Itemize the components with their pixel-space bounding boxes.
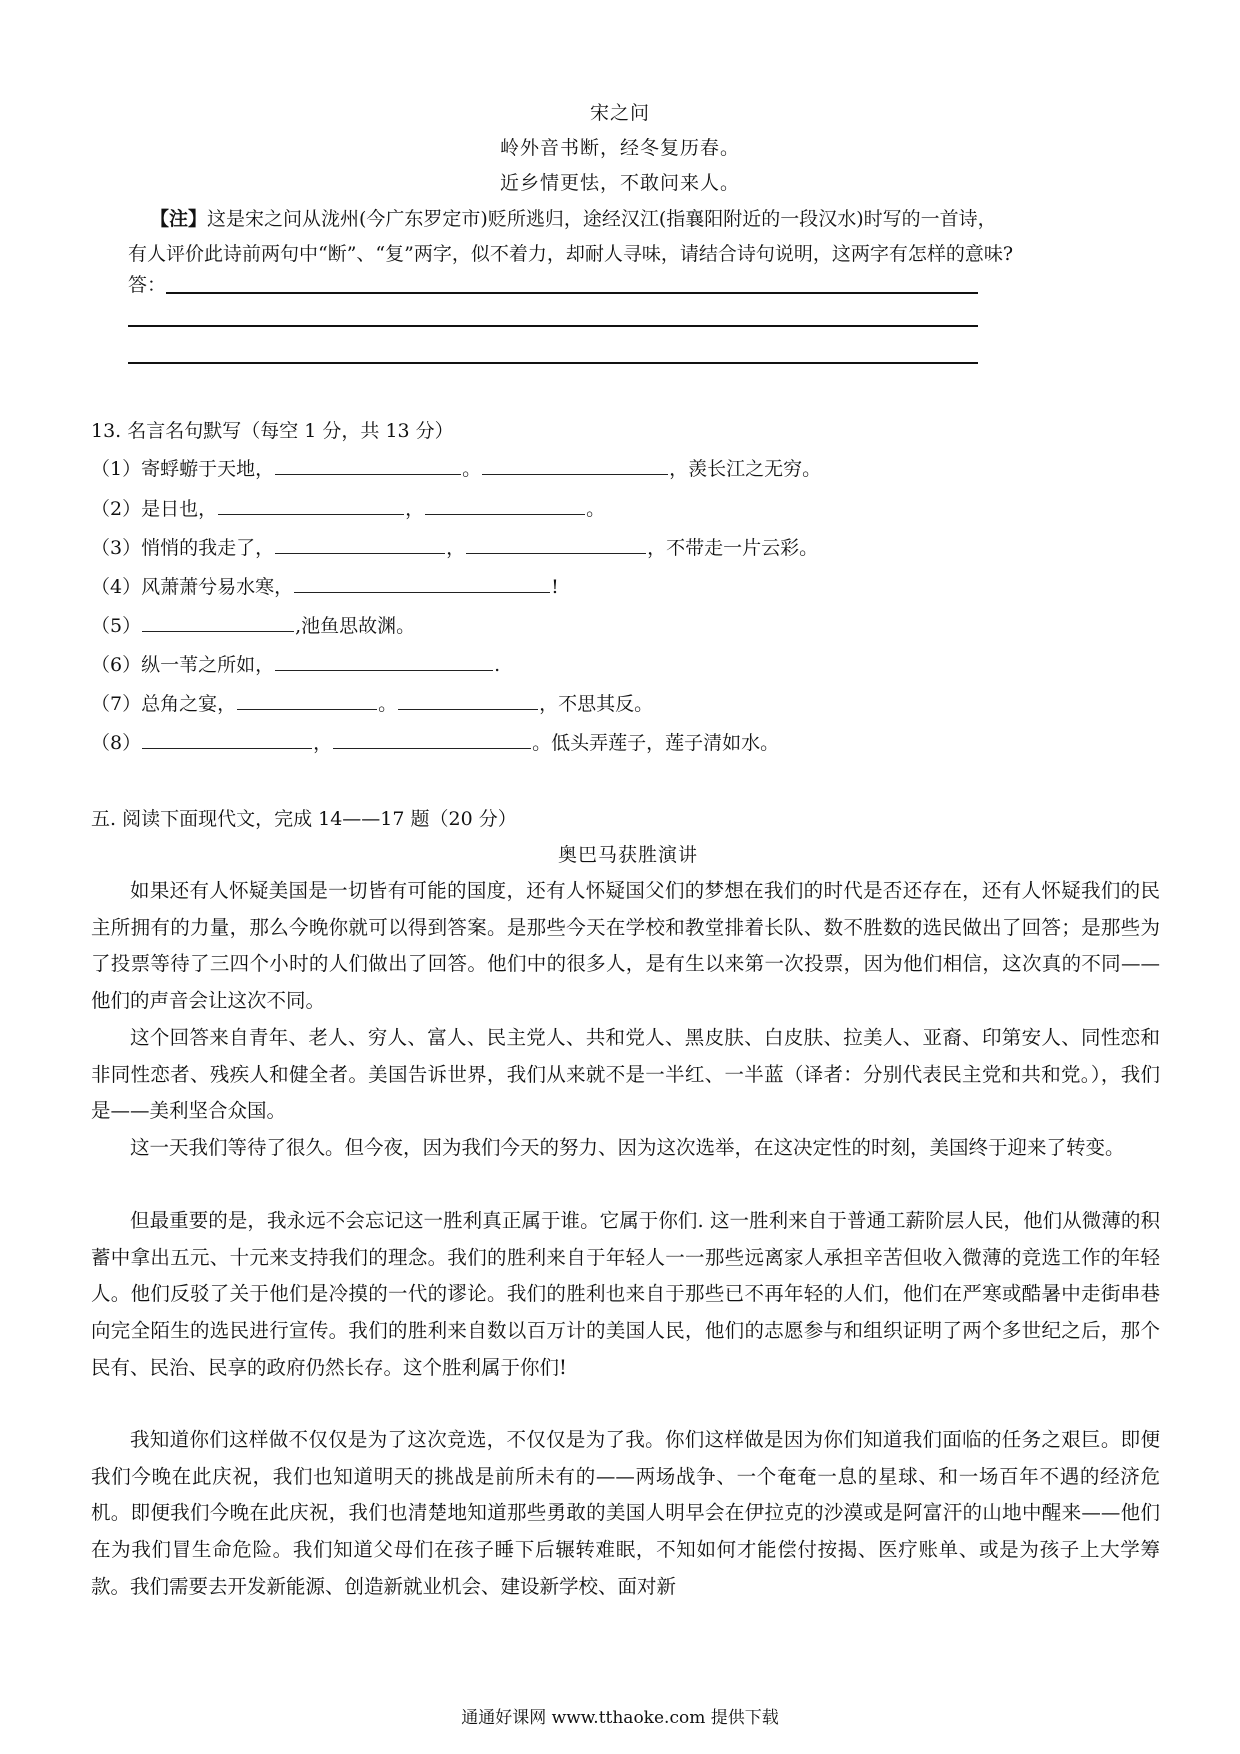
answer-blank[interactable] — [218, 514, 404, 515]
item-separator: ， — [313, 732, 333, 754]
q13-item-7 — [91, 691, 653, 717]
answer-label: 答： — [128, 274, 167, 296]
item-suffix: . — [494, 654, 501, 676]
q13-item-2 — [91, 496, 605, 522]
item-number: （7） — [91, 693, 142, 715]
answer-line-1[interactable] — [166, 292, 978, 294]
poem-note-line-2: 有人评价此诗前两句中“断”、“复”两字，似不着力，却耐人寻味，请结合诗句说明，这两字有怎样的意味? — [128, 243, 1014, 265]
answer-blank[interactable] — [398, 709, 538, 710]
item-prompt: 风萧萧兮易水寒， — [141, 576, 294, 598]
item-suffix: 。 — [586, 498, 606, 520]
item-number: （5） — [91, 615, 142, 637]
answer-blank[interactable] — [142, 631, 294, 632]
poem-note-line-1 — [128, 206, 1163, 232]
item-separator: ， — [405, 498, 425, 520]
article-title: 奥巴马获胜演讲 — [557, 844, 698, 866]
item-prompt: 悄悄的我走了， — [141, 537, 275, 559]
q13-heading: 13. 名言名句默写（每空 1 分，共 13 分） — [91, 420, 454, 442]
item-number: （6） — [91, 654, 142, 676]
q13-item-3 — [91, 535, 818, 561]
item-separator: 。 — [462, 458, 482, 480]
answer-line-2[interactable] — [128, 325, 978, 327]
item-suffix: ，不思其反。 — [539, 693, 654, 715]
q13-item-8 — [91, 730, 779, 756]
item-separator: 。 — [378, 693, 398, 715]
answer-blank[interactable] — [482, 474, 668, 475]
q13-item-1 — [91, 456, 821, 482]
article-paragraph-4: 但最重要的是，我永远不会忘记这一胜利真正属于谁。它属于你们. 这一胜利来自于普通工薪阶层人民，他们从微薄的积蓄中拿出五元、十元来支持我们的理念。我们的胜利来自于年轻人一一那些远离家人承担辛苦但收入微薄的竞选工作的年轻人。他们反驳了关于他们是冷摸的一代的谬论。我们的胜利也来自于那些已不再年轻的人们，他们在严寒或酷暑中走街串巷向完全陌生的选民进行宣传。我们的胜利来自数以百万计的美国人民，他们的志愿参与和组织证明了两个多世纪之后，那个民有、民治、民享的政府仍然长存。这个胜利属于你们! — [91, 1209, 1160, 1379]
answer-blank[interactable] — [294, 592, 550, 593]
item-prompt: 寄蜉蝣于天地， — [141, 458, 275, 480]
item-suffix: ，不带走一片云彩。 — [647, 537, 819, 559]
answer-blank[interactable] — [275, 474, 461, 475]
article-paragraph-2: 这个回答来自青年、老人、穷人、富人、民主党人、共和党人、黑皮肤、白皮肤、拉美人、亚裔、印第安人、同性恋和非同性恋者、残疾人和健全者。美国告诉世界，我们从来就不是一半红、一半蓝（译者：分别代表民主党和共和党。），我们是——美利坚合众国。 — [91, 1026, 1160, 1123]
item-suffix: ! — [551, 576, 559, 598]
answer-blank[interactable] — [275, 670, 493, 671]
q13-item-4 — [91, 574, 559, 600]
item-number: （2） — [91, 498, 142, 520]
answer-blank[interactable] — [333, 748, 531, 749]
item-number: （1） — [91, 458, 142, 480]
item-suffix: ,池鱼思故渊。 — [295, 615, 416, 637]
poem-author: 宋之问 — [589, 102, 650, 124]
answer-blank[interactable] — [142, 748, 312, 749]
item-prompt: 纵一苇之所如， — [141, 654, 275, 676]
note-tag: 【注】 — [150, 208, 208, 230]
page-footer: 通通好课网 www.tthaoke.com 提供下载 — [461, 1708, 779, 1728]
answer-blank[interactable] — [425, 514, 585, 515]
poem-line-2: 近乡情更怯，不敢问来人。 — [499, 172, 740, 194]
section5-heading: 五. 阅读下面现代文，完成 14——17 题（20 分） — [91, 808, 517, 830]
answer-blank[interactable] — [466, 553, 646, 554]
poem-line-1: 岭外音书断，经冬复历春。 — [499, 137, 740, 159]
answer-blank[interactable] — [237, 709, 377, 710]
note-text-1: 这是宋之问从泷州(今广东罗定市)贬所逃归，途经汉江(指襄阳附近的一段汉水)时写的一首诗， — [207, 208, 997, 230]
item-number: （8） — [91, 732, 142, 754]
item-separator: ， — [446, 537, 466, 559]
article-paragraph-1: 如果还有人怀疑美国是一切皆有可能的国度，还有人怀疑国父们的梦想在我们的时代是否还存在，还有人怀疑我们的民主所拥有的力量，那么今晚你就可以得到答案。是那些今天在学校和教堂排着长队、数不胜数的选民做出了回答；是那些为了投票等待了三四个小时的人们做出了回答。他们中的很多人，是有生以来第一次投票，因为他们相信，这次真的不同——他们的声音会让这次不同。 — [91, 879, 1160, 1013]
item-prompt: 总角之宴， — [141, 693, 237, 715]
item-suffix: 。低头弄莲子，莲子清如水。 — [532, 732, 780, 754]
article-paragraph-3: 这一天我们等待了很久。但今夜，因为我们今天的努力、因为这次选举，在这决定性的时刻，美国终于迎来了转变。 — [130, 1136, 1125, 1159]
q13-item-6 — [91, 652, 500, 678]
q13-item-5 — [91, 613, 415, 639]
article-paragraph-5: 我知道你们这样做不仅仅是为了这次竞选，不仅仅是为了我。你们这样做是因为你们知道我们面临的任务之艰巨。即便我们今晚在此庆祝，我们也知道明天的挑战是前所未有的——两场战争、一个奄奄一息的星球、和一场百年不遇的经济危机。即便我们今晚在此庆祝，我们也清楚地知道那些勇敢的美国人明早会在伊拉克的沙漠或是阿富汗的山地中醒来——他们在为我们冒生命危险。我们知道父母们在孩子睡下后辗转难眠，不知如何才能偿付按揭、医疗账单、或是为孩子上大学筹款。我们需要去开发新能源、创造新就业机会、建设新学校、面对新 — [91, 1428, 1160, 1598]
answer-line-3[interactable] — [128, 362, 978, 364]
answer-blank[interactable] — [275, 553, 445, 554]
item-prompt: 是日也， — [141, 498, 218, 520]
item-number: （4） — [91, 576, 142, 598]
item-number: （3） — [91, 537, 142, 559]
item-suffix: ，羡长江之无穷。 — [669, 458, 822, 480]
